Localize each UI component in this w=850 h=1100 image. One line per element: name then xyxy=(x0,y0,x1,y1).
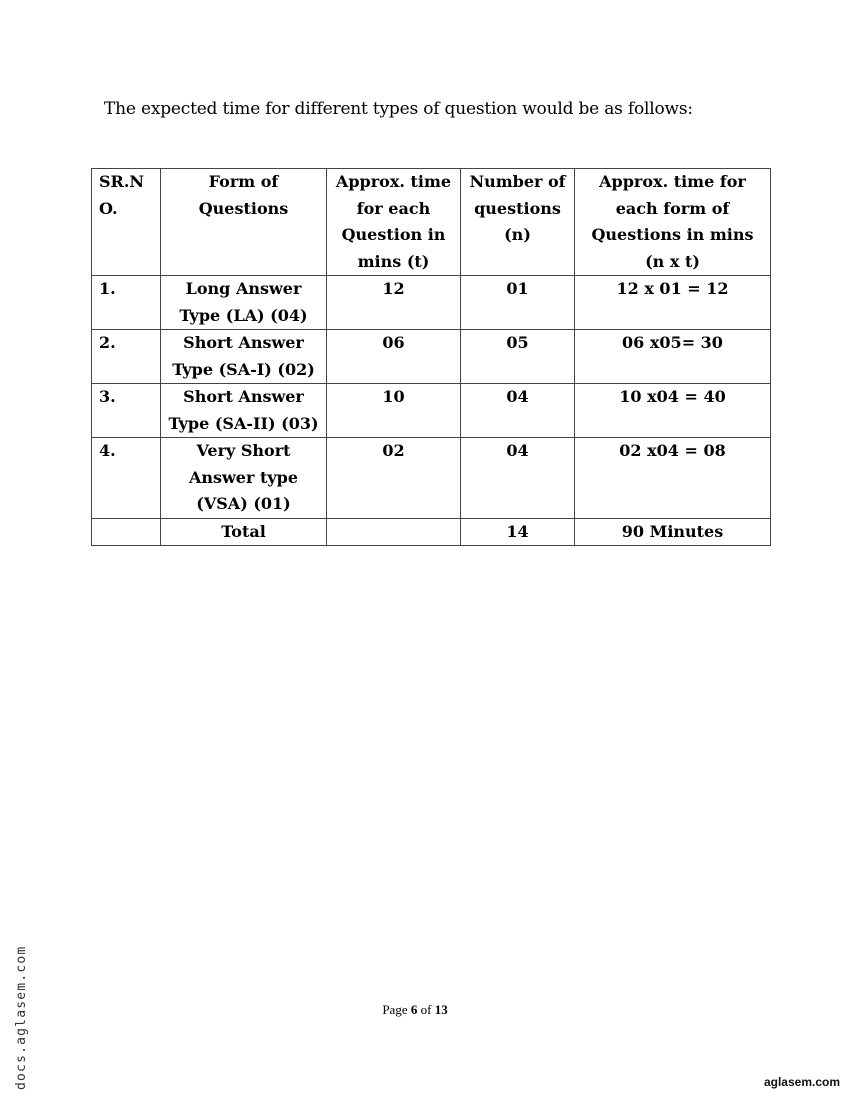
row-total: 12 x 01 = 12 xyxy=(575,276,771,330)
row-sr-no: 1. xyxy=(92,276,161,330)
page-of: of xyxy=(420,1002,432,1017)
row-time: 12 xyxy=(327,276,461,330)
header-time-total: Approx. time for each form of Questions in mins (n x t) xyxy=(575,169,771,276)
row-time: 06 xyxy=(327,330,461,384)
page-current: 6 xyxy=(410,1002,418,1017)
header-form: Form of Questions xyxy=(161,169,327,276)
table-header-row xyxy=(92,169,771,276)
row-total: 10 x04 = 40 xyxy=(575,384,771,438)
header-number: Number of questions (n) xyxy=(461,169,575,276)
total-time xyxy=(327,518,461,546)
total-count: 14 xyxy=(461,518,575,546)
row-count: 04 xyxy=(461,438,575,519)
row-total: 06 x05= 30 xyxy=(575,330,771,384)
side-watermark: docs.aglasem.com xyxy=(14,945,29,1090)
intro-text: The expected time for different types of question would be as follows: xyxy=(104,99,693,119)
row-form: Short Answer Type (SA-II) (03) xyxy=(161,384,327,438)
row-count: 05 xyxy=(461,330,575,384)
table-row xyxy=(92,438,771,519)
row-time: 02 xyxy=(327,438,461,519)
row-form: Long Answer Type (LA) (04) xyxy=(161,276,327,330)
table-row xyxy=(92,276,771,330)
page-footer xyxy=(0,1002,830,1018)
total-minutes: 90 Minutes xyxy=(575,518,771,546)
question-time-table xyxy=(91,168,771,546)
row-form: Short Answer Type (SA-I) (02) xyxy=(161,330,327,384)
row-sr-no: 3. xyxy=(92,384,161,438)
page-label: Page xyxy=(382,1002,408,1017)
header-sr-no: SR.N O. xyxy=(92,169,161,276)
row-time: 10 xyxy=(327,384,461,438)
corner-watermark: aglasem.com xyxy=(763,1075,840,1089)
page-total: 13 xyxy=(434,1002,448,1017)
header-time-each: Approx. time for each Question in mins (t) xyxy=(327,169,461,276)
row-sr-no: 4. xyxy=(92,438,161,519)
total-label: Total xyxy=(161,518,327,546)
row-sr-no: 2. xyxy=(92,330,161,384)
row-total: 02 x04 = 08 xyxy=(575,438,771,519)
row-count: 04 xyxy=(461,384,575,438)
table-total-row xyxy=(92,518,771,546)
row-form: Very Short Answer type (VSA) (01) xyxy=(161,438,327,519)
row-count: 01 xyxy=(461,276,575,330)
total-sr-no xyxy=(92,518,161,546)
table-row xyxy=(92,384,771,438)
table-row xyxy=(92,330,771,384)
